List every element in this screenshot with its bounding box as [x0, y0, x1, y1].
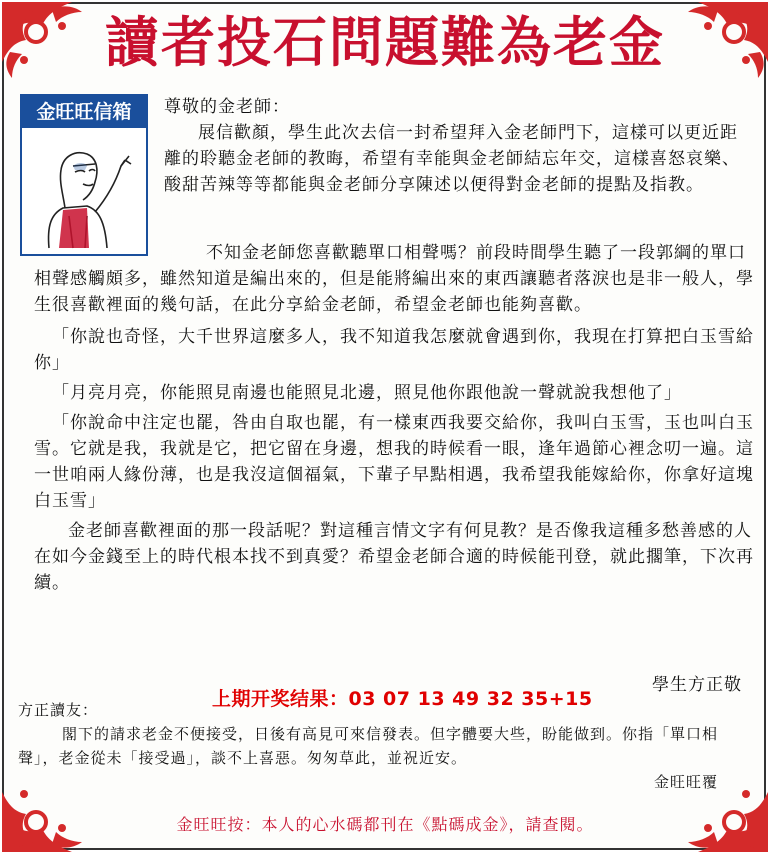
letter-signature: 學生方正敬 [652, 675, 742, 695]
footer-note: 金旺旺按：本人的心水碼都刊在《點碼成金》，請查閱。 [176, 815, 594, 834]
letter-body [34, 240, 754, 596]
writer-illustration-icon [29, 130, 139, 250]
column-label-box [20, 94, 148, 256]
letter-quote: 「你說命中注定也罷，咎由自取也罷，有一樣東西我要交給你，我叫白玉雪，玉也叫白玉雪。它就是我，我就是它，把它留在身邊，想我的時候看一眼，逢年過節心裡念叨一遍。這一世咱兩人緣份薄，也是我沒這個福氣，下輩子早點相遇，我希望我能嫁給你，你拿好這塊白玉雪」 [34, 413, 754, 511]
page-title: 讀者投石問題難為老金 [105, 10, 665, 74]
editor-reply [18, 698, 758, 794]
column-label: 金旺旺信箱 [22, 96, 146, 128]
letter-top [164, 94, 754, 198]
letter-paragraph: 不知金老師您喜歡聽單口相聲嗎？前段時間學生聽了一段郭綱的單口相聲感觸頗多，雖然知道是編出來的，但是能將編出來的東西讓聽者落淚也是非一般人，學生很喜歡裡面的幾句話，在此分享給金老師，希望金老師也能夠喜歡。 [34, 243, 754, 315]
letter-salutation: 尊敬的金老師： [164, 97, 290, 117]
letter-quote: 「你說也奇怪，大千世界這麼多人，我不知道我怎麼就會遇到你，我現在打算把白玉雪給你」 [34, 327, 754, 373]
letter-paragraph: 展信歡顏，學生此次去信一封希望拜入金老師門下，這樣可以更近距離的聆聽金老師的教晦，希望有幸能與金老師結忘年交，這樣喜怒哀樂、酸甜苦辣等等都能與金老師分享陳述以便得對金老師的提點及指教。 [164, 123, 740, 195]
letter-quote: 「月亮月亮，你能照見南邊也能照見北邊，照見他你跟他說一聲就說我想他了」 [52, 383, 682, 403]
corner-ornament-icon [668, 2, 768, 80]
reply-greeting: 方正讀友： [18, 701, 99, 719]
lottery-result: 上期开奖结果：03 07 13 49 32 35+15 [212, 688, 593, 710]
reply-body: 閣下的請求老金不便接受，日後有高見可來信發表。但字體要大些，盼能做到。你指「單口相聲」，老金從未「接受過」，談不上喜惡。匆匆草此，並祝近安。 [18, 725, 719, 767]
reply-signature: 金旺旺覆 [653, 773, 718, 791]
letter-paragraph: 金老師喜歡裡面的那一段話呢？對這種言情文字有何見教？是否像我這種多愁善感的人在如今金錢至上的時代根本找不到真愛？希望金老師合適的時候能刊登，就此擱筆，下次再續。 [34, 521, 754, 593]
corner-ornament-icon [2, 2, 102, 80]
